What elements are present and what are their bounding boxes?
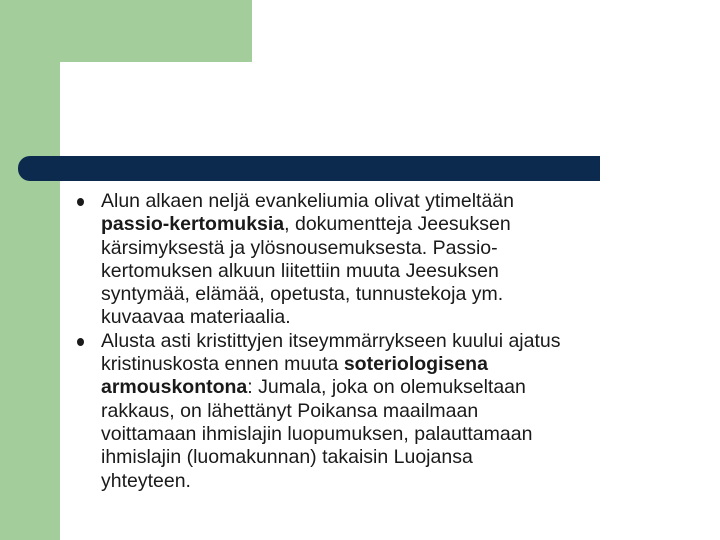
bullet-line (101, 423, 673, 446)
text-segment: kärsimyksestä ja ylösnousemuksesta. Passio- (101, 236, 498, 259)
bold-term: armouskontona (101, 376, 248, 399)
bold-term: passio-kertomuksia (101, 213, 285, 236)
bullet-line (101, 330, 673, 353)
bullet-line (101, 470, 673, 493)
bullet-item (73, 330, 673, 493)
text-segment: Alun alkaen neljä evankeliumia olivat ytimeltään (101, 190, 514, 212)
bullet-line (101, 306, 673, 329)
text-segment: syntymää, elämää, opetusta, tunnustekoja ym. (101, 283, 504, 306)
bullet-line (101, 283, 673, 306)
bullet-line (101, 213, 673, 236)
text-segment: , dokumentteja Jeesuksen (284, 213, 511, 236)
bullet-line (101, 260, 673, 283)
text-segment: rakkaus, on lähettänyt Poikansa maailmaan (101, 399, 479, 422)
text-segment: Alusta asti kristittyjen itseymmärrykseen kuului ajatus (101, 329, 561, 352)
bullet-line (101, 237, 673, 260)
bullet-line (101, 190, 673, 213)
text-segment: kristinuskosta ennen muuta (101, 353, 344, 376)
bullet-line (101, 376, 673, 399)
bullet-list (73, 190, 673, 493)
bullet-dot-icon (77, 198, 84, 206)
text-segment: kertomuksen alkuun liitettiin muuta Jeesuksen (101, 259, 499, 282)
green-frame-left (0, 0, 60, 540)
bullet-dot-icon (77, 338, 84, 346)
bullet-line (101, 353, 673, 376)
green-frame-top (0, 0, 252, 62)
bold-term: soteriologisena (343, 353, 488, 376)
text-segment: kuvaavaa materiaalia. (101, 306, 291, 329)
text-segment: yhteyteen. (101, 469, 191, 492)
bullet-item (73, 190, 673, 330)
text-segment: ihmislajin (luomakunnan) takaisin Luojansa (101, 446, 473, 469)
text-segment: : Jumala, joka on olemukseltaan (247, 376, 526, 399)
bullet-line (101, 446, 673, 469)
title-bar (18, 156, 600, 181)
text-segment: voittamaan ihmislajin luopumuksen, palauttamaan (101, 422, 533, 445)
bullet-line (101, 400, 673, 423)
